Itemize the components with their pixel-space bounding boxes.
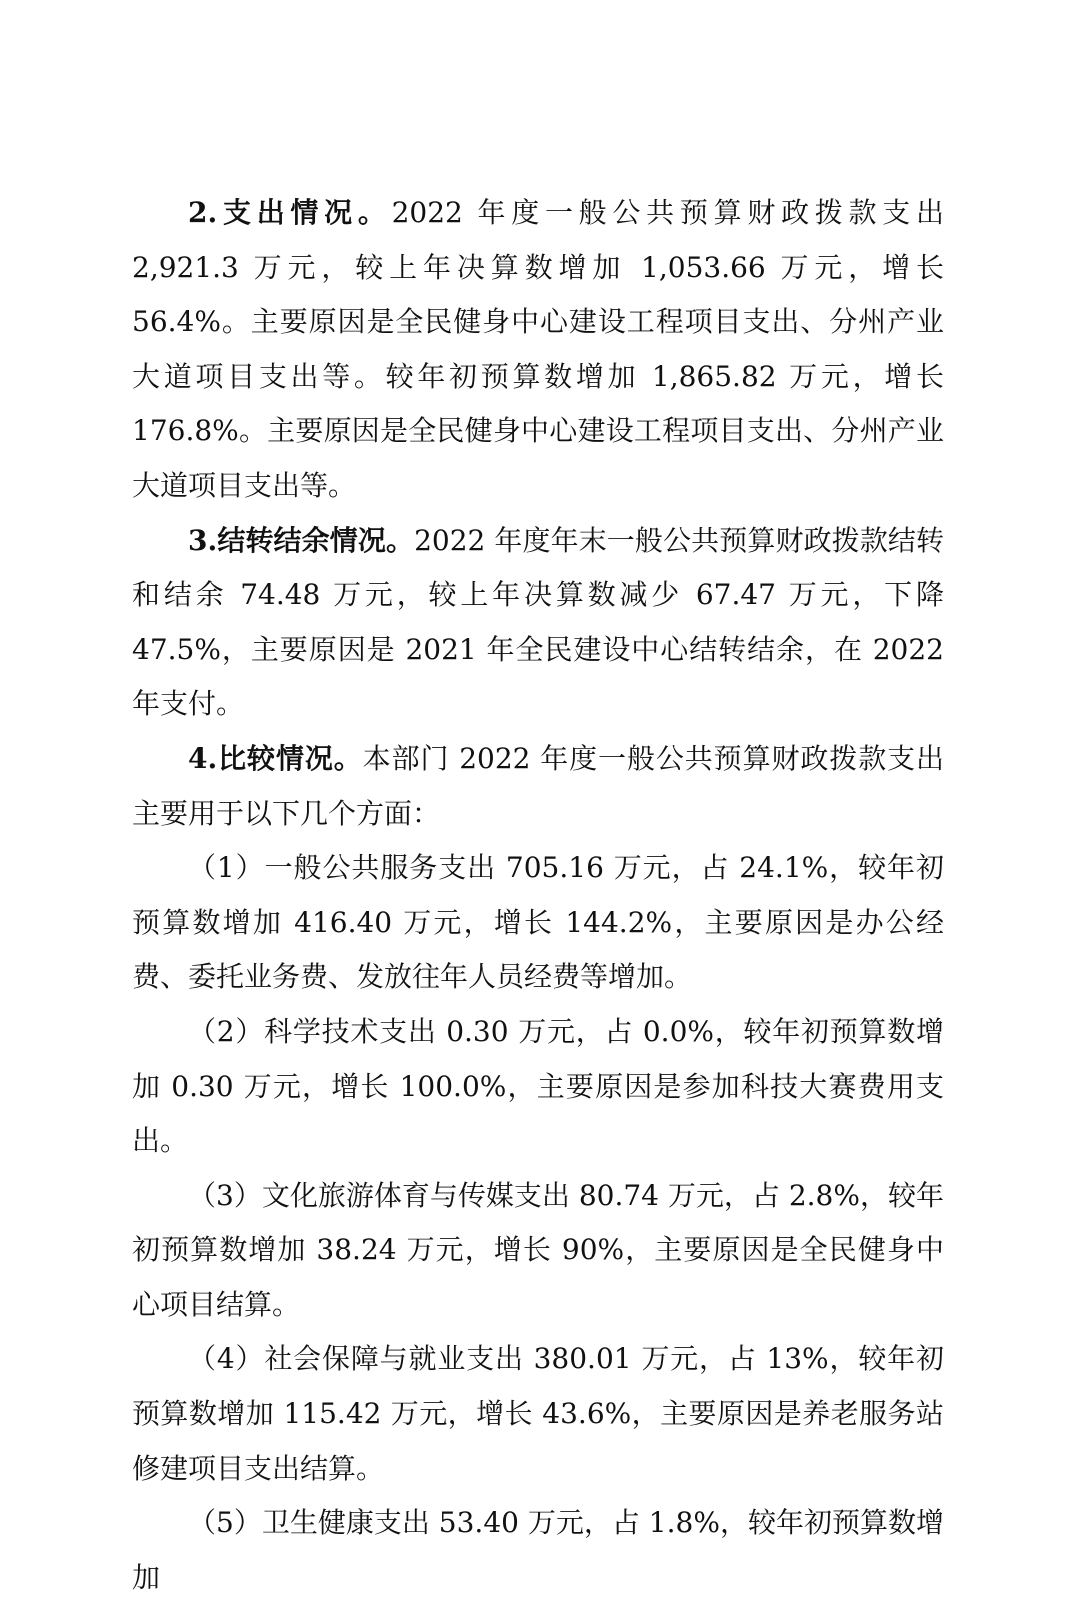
list-item-health: （5）卫生健康支出 53.40 万元，占 1.8%，较年初预算数增加 — [132, 1506, 944, 1594]
section-comparison — [132, 732, 944, 841]
section-carryover — [132, 514, 944, 732]
section-text: 2022 年度一般公共预算财政拨款支出 2,921.3 万元，较上年决算数增加 1,053.66 万元，增长 56.4%。主要原因是全民健身中心建设工程项目支出、分州产业大道项目支出等。较年初预算数增加 1,865.82 万元，增长 176.8%。主要原因是全民健身中心建设工程项目支出、分州产业大道项目支出等。 — [132, 196, 944, 502]
list-item-culture-tourism-sports-media: （3）文化旅游体育与传媒支出 80.74 万元，占 2.8%，较年初预算数增加 38.24 万元，增长 90%，主要原因是全民健身中心项目结算。 — [132, 1178, 944, 1321]
list-item-social-security-employment: （4）社会保障与就业支出 380.01 万元，占 13%，较年初预算数增加 115.42 万元，增长 43.6%，主要原因是养老服务站修建项目支出结算。 — [132, 1342, 944, 1485]
section-heading: 4.比较情况。 — [188, 741, 363, 775]
list-item-general-public-services: （1）一般公共服务支出 705.16 万元，占 24.1%，较年初预算数增加 416.40 万元，增长 144.2%，主要原因是办公经费、委托业务费、发放往年人员经费等增加。 — [132, 851, 944, 994]
list-item-science-technology: （2）科学技术支出 0.30 万元，占 0.0%，较年初预算数增加 0.30 万元，增长 100.0%，主要原因是参加科技大赛费用支出。 — [132, 1014, 944, 1158]
section-heading: 3.结转结余情况。 — [188, 523, 415, 557]
section-text: 2022 年度年末一般公共预算财政拨款结转和结余 74.48 万元，较上年决算数减少 67.47 万元，下降 47.5%，主要原因是 2021 年全民建设中心结转结余，在 2022 年支付。 — [132, 523, 944, 721]
section-expenditure — [132, 186, 944, 514]
section-text: 本部门 2022 年度一般公共预算财政拨款支出主要用于以下几个方面： — [132, 741, 945, 830]
section-heading: 2.支出情况。 — [188, 196, 392, 229]
document-page — [132, 186, 944, 1605]
